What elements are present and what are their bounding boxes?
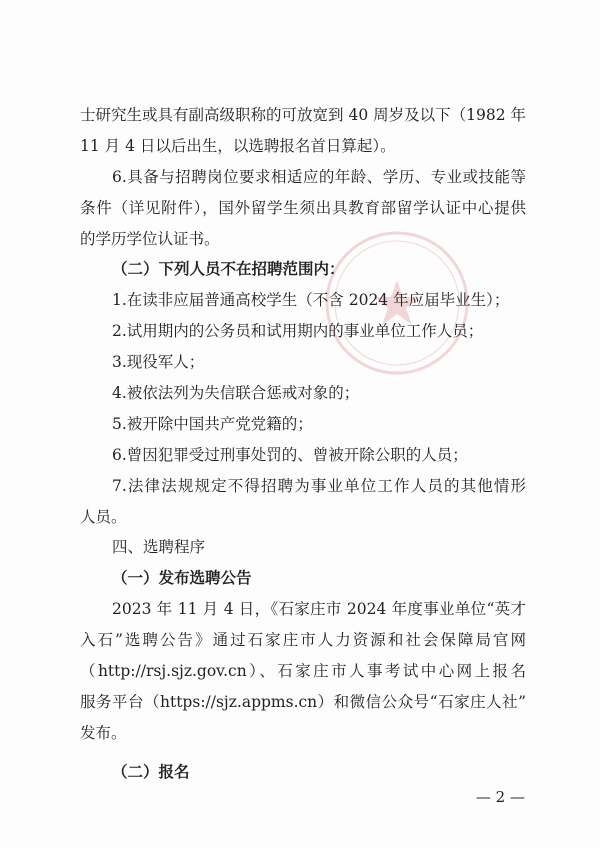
exclusion-item: 5.被开除中国共产党党籍的； [112,414,313,433]
exclusion-item: 6.曾因犯罪受过刑事处罚的、曾被开除公职的人员； [112,445,468,464]
exclusion-item: 4.被依法列为失信联合惩戒对象的； [112,384,360,403]
document-body [80,100,526,788]
announcement-line: 2023 年 11 月 4 日，《石家庄市 2024 年度事业单位“英才 [112,600,526,619]
announcement-line: 发布。 [80,723,127,742]
exclusion-heading: （二）下列人员不在招聘范围内： [112,259,345,279]
announcement-line: （http://rsj.sjz.gov.cn）、石家庄市人事考试中心网上报名 [80,662,526,681]
announcement-line: 服务平台（https://sjz.appms.cn）和微信公众号“石家庄人社” [80,692,526,711]
subsection-2-heading: （二）报名 [112,761,190,781]
continuation-line: 士研究生或具有副高级职称的可放宽到 40 周岁及以下（1982 年 [80,106,526,124]
requirement-6-line: 6.具备与招聘岗位要求相适应的年龄、学历、专业或技能等 [112,167,526,186]
exclusion-item: 2.试用期内的公务员和试用期内的事业单位工作人员； [112,322,484,341]
requirement-6-line: 条件（详见附件），国外留学生须出具教育部留学认证中心提供 [80,198,526,217]
section-4-heading: 四、选聘程序 [112,538,206,557]
exclusion-item-7-line: 7.法律法规规定不得招聘为事业单位工作人员的其他情形 [112,476,526,495]
subsection-1-heading: （一）发布选聘公告 [112,568,252,588]
page-number: — 2 — [475,788,525,806]
announcement-line: 入石”选聘公告》通过石家庄市人力资源和社会保障局官网 [80,631,526,650]
exclusion-item: 3.现役军人； [112,353,205,372]
continuation-line: 11 月 4 日以后出生，以选聘报名首日算起）。 [80,136,396,155]
exclusion-item-7-line: 人员。 [80,507,127,526]
requirement-6-line: 的学历学位认证书。 [80,229,220,248]
exclusion-item: 1.在读非应届普通高校学生（不含 2024 年应届毕业生）； [112,291,510,310]
